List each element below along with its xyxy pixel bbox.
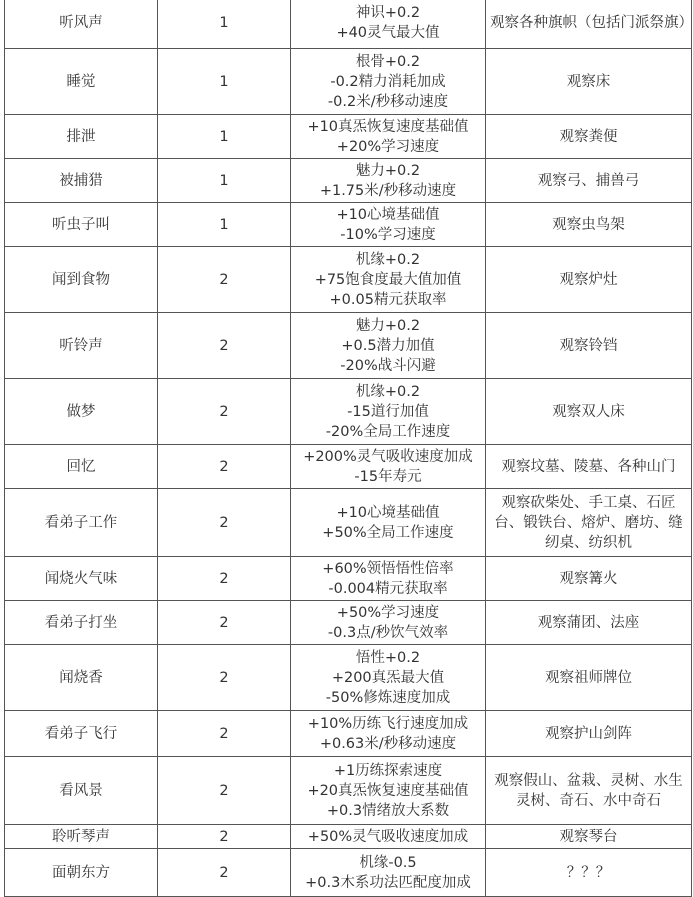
condition-cell: 观察炉灶 bbox=[486, 247, 692, 313]
effects-cell bbox=[291, 313, 486, 379]
level-cell: 1 bbox=[158, 115, 291, 159]
level-cell: 2 bbox=[158, 379, 291, 445]
effect-line: 根骨+0.2 bbox=[355, 53, 421, 70]
effects-cell bbox=[291, 247, 486, 313]
effect-line: -20%战斗闪避 bbox=[340, 357, 436, 374]
effect-line: +60%领悟悟性倍率 bbox=[322, 560, 454, 577]
effect-line: +50%学习速度 bbox=[336, 604, 440, 621]
level-cell: 2 bbox=[158, 601, 291, 645]
level-cell: 2 bbox=[158, 445, 291, 489]
effects-cell bbox=[291, 489, 486, 557]
event-name-cell: 听铃声 bbox=[5, 313, 158, 379]
effect-line: 机缘+0.2 bbox=[355, 251, 421, 268]
effect-line: +10真炁恢复速度基础值 bbox=[307, 118, 469, 135]
effect-line: -15年寿元 bbox=[354, 468, 422, 485]
level-cell: 1 bbox=[158, 0, 291, 49]
condition-cell: 观察祖师牌位 bbox=[486, 645, 692, 711]
level-cell: 2 bbox=[158, 711, 291, 757]
effect-line: -0.3点/秒饮气效率 bbox=[327, 624, 449, 641]
table-body bbox=[5, 0, 692, 897]
condition-cell: 观察各种旗帜（包括门派祭旗） bbox=[486, 0, 692, 49]
effect-line: +10心境基础值 bbox=[336, 504, 440, 521]
event-name-cell: 闻烧香 bbox=[5, 645, 158, 711]
effect-line: -50%修炼速度加成 bbox=[325, 689, 451, 706]
condition-cell: 观察铃铛 bbox=[486, 313, 692, 379]
table-row bbox=[5, 601, 692, 645]
effect-line: +0.3木系功法匹配度加成 bbox=[305, 874, 471, 891]
condition-cell: 观察砍柴处、手工桌、石匠台、锻铁台、熔炉、磨坊、缝纫桌、纺织机 bbox=[486, 489, 692, 557]
table-row bbox=[5, 49, 692, 115]
event-name-cell: 闻到食物 bbox=[5, 247, 158, 313]
level-cell: 2 bbox=[158, 489, 291, 557]
condition-cell: 观察护山剑阵 bbox=[486, 711, 692, 757]
effect-line: 魅力+0.2 bbox=[355, 317, 421, 334]
condition-cell: 观察虫鸟架 bbox=[486, 203, 692, 247]
effects-cell bbox=[291, 645, 486, 711]
effect-line: -0.2米/秒移动速度 bbox=[327, 93, 449, 110]
condition-cell: 观察假山、盆栽、灵树、水生灵树、奇石、水中奇石 bbox=[486, 757, 692, 825]
condition-cell: 观察床 bbox=[486, 49, 692, 115]
level-cell: 1 bbox=[158, 203, 291, 247]
table-row bbox=[5, 645, 692, 711]
condition-cell: 观察坟墓、陵墓、各种山门 bbox=[486, 445, 692, 489]
effect-line: +10心境基础值 bbox=[336, 206, 440, 223]
condition-cell: 观察弓、捕兽弓 bbox=[486, 159, 692, 203]
event-name-cell: 睡觉 bbox=[5, 49, 158, 115]
effect-line: +40灵气最大值 bbox=[336, 24, 440, 41]
effect-line: +20%学习速度 bbox=[336, 138, 440, 155]
effects-cell bbox=[291, 115, 486, 159]
table-row bbox=[5, 203, 692, 247]
effect-line: 机缘-0.5 bbox=[359, 854, 417, 871]
table-row bbox=[5, 159, 692, 203]
condition-cell: 观察双人床 bbox=[486, 379, 692, 445]
table-row bbox=[5, 445, 692, 489]
effects-cell bbox=[291, 825, 486, 849]
table-row bbox=[5, 247, 692, 313]
effect-line: +200真炁最大值 bbox=[331, 669, 445, 686]
effect-line: +0.3情绪放大系数 bbox=[326, 802, 450, 819]
level-cell: 2 bbox=[158, 645, 291, 711]
condition-cell: 观察粪便 bbox=[486, 115, 692, 159]
effect-line: +75饱食度最大值加值 bbox=[314, 271, 462, 288]
effects-cell bbox=[291, 557, 486, 601]
table-row bbox=[5, 0, 692, 49]
table-row bbox=[5, 557, 692, 601]
event-name-cell: 做梦 bbox=[5, 379, 158, 445]
effect-line: +200%灵气吸收速度加成 bbox=[303, 448, 473, 465]
table-row bbox=[5, 379, 692, 445]
effects-cell bbox=[291, 849, 486, 897]
table-row bbox=[5, 115, 692, 159]
condition-cell: 观察琴台 bbox=[486, 825, 692, 849]
event-name-cell: 被捕猎 bbox=[5, 159, 158, 203]
effect-line: +10%历练飞行速度加成 bbox=[307, 715, 469, 732]
event-name-cell: 闻烧火气味 bbox=[5, 557, 158, 601]
effect-line: -15道行加值 bbox=[347, 403, 429, 420]
level-cell: 1 bbox=[158, 49, 291, 115]
condition-cell: 观察蒲团、法座 bbox=[486, 601, 692, 645]
event-name-cell: 面朝东方 bbox=[5, 849, 158, 897]
effect-line: 机缘+0.2 bbox=[355, 383, 421, 400]
event-name-cell: 看弟子飞行 bbox=[5, 711, 158, 757]
effects-cell bbox=[291, 159, 486, 203]
effects-cell bbox=[291, 601, 486, 645]
effect-line: -0.2精力消耗加成 bbox=[330, 73, 446, 90]
event-name-cell: 看弟子打坐 bbox=[5, 601, 158, 645]
effect-line: 魅力+0.2 bbox=[355, 162, 421, 179]
table-row bbox=[5, 489, 692, 557]
table-row bbox=[5, 825, 692, 849]
condition-cell: 观察篝火 bbox=[486, 557, 692, 601]
condition-cell: ？？？ bbox=[486, 849, 692, 897]
effect-line: -20%全局工作速度 bbox=[325, 423, 451, 440]
table-row bbox=[5, 711, 692, 757]
level-cell: 1 bbox=[158, 159, 291, 203]
effect-line: +1.75米/秒移动速度 bbox=[319, 182, 457, 199]
effect-line: +20真炁恢复速度基础值 bbox=[307, 782, 469, 799]
effects-table bbox=[4, 0, 692, 897]
effect-line: +0.05精元获取率 bbox=[329, 291, 447, 308]
event-name-cell: 听风声 bbox=[5, 0, 158, 49]
effects-cell bbox=[291, 445, 486, 489]
effects-cell bbox=[291, 203, 486, 247]
level-cell: 2 bbox=[158, 557, 291, 601]
table-row bbox=[5, 313, 692, 379]
effect-line: +50%全局工作速度 bbox=[322, 524, 454, 541]
effects-cell bbox=[291, 379, 486, 445]
table-row bbox=[5, 849, 692, 897]
effects-cell bbox=[291, 0, 486, 49]
level-cell: 2 bbox=[158, 313, 291, 379]
level-cell: 2 bbox=[158, 825, 291, 849]
event-name-cell: 看风景 bbox=[5, 757, 158, 825]
event-name-cell: 看弟子工作 bbox=[5, 489, 158, 557]
effect-line: 悟性+0.2 bbox=[355, 649, 421, 666]
event-name-cell: 听虫子叫 bbox=[5, 203, 158, 247]
level-cell: 2 bbox=[158, 757, 291, 825]
event-name-cell: 聆听琴声 bbox=[5, 825, 158, 849]
event-name-cell: 回忆 bbox=[5, 445, 158, 489]
effect-line: +1历练探索速度 bbox=[333, 762, 443, 779]
effect-line: +0.63米/秒移动速度 bbox=[319, 735, 457, 752]
effect-line: -0.004精元获取率 bbox=[328, 580, 448, 597]
level-cell: 2 bbox=[158, 849, 291, 897]
event-name-cell: 排泄 bbox=[5, 115, 158, 159]
effect-line: +0.5潜力加值 bbox=[341, 337, 435, 354]
effects-cell bbox=[291, 711, 486, 757]
effects-cell bbox=[291, 757, 486, 825]
table-row bbox=[5, 757, 692, 825]
effect-line: +50%灵气吸收速度加成 bbox=[307, 828, 469, 845]
effect-line: -10%学习速度 bbox=[340, 226, 436, 243]
effect-line: 神识+0.2 bbox=[355, 4, 421, 21]
effects-cell bbox=[291, 49, 486, 115]
level-cell: 2 bbox=[158, 247, 291, 313]
